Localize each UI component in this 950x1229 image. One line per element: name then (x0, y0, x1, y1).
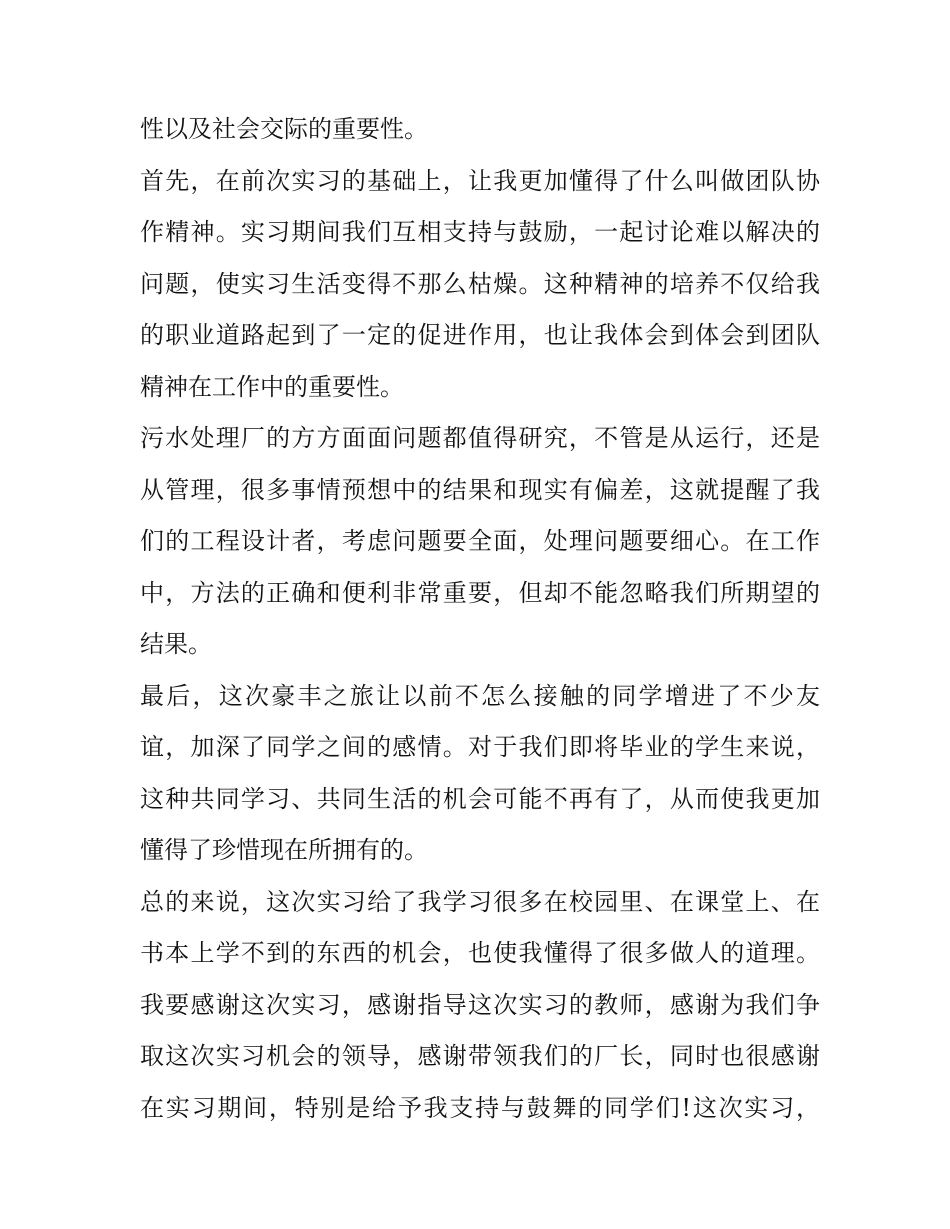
text-line: 污水处理厂的方方面面问题都值得研究，不管是从运行，还是 (140, 424, 820, 452)
text-line: 懂得了珍惜现在所拥有的。 (140, 836, 428, 864)
text-line: 在实习期间，特别是给予我支持与鼓舞的同学们!这次实习， (140, 1093, 820, 1122)
document-body (140, 104, 820, 1134)
text-line: 总的来说，这次实习给了我学习很多在校园里、在课堂上、在 (140, 887, 820, 916)
text-line: 性以及社会交际的重要性。 (140, 115, 428, 143)
text-line: 作精神。实习期间我们互相支持与鼓励，一起讨论难以解决的 (140, 218, 820, 246)
text-line: 从管理，很多事情预想中的结果和现实有偏差，这就提醒了我 (140, 475, 820, 504)
text-line: 取这次实习机会的领导，感谢带领我们的厂长，同时也很感谢 (140, 1042, 820, 1070)
text-line: 们的工程设计者，考虑问题要全面，处理问题要细心。在工作 (140, 527, 820, 555)
text-line: 中，方法的正确和便利非常重要，但却不能忽略我们所期望的 (140, 578, 820, 607)
text-line: 谊，加深了同学之间的感情。对于我们即将毕业的学生来说， (140, 733, 820, 761)
text-line: 首先，在前次实习的基础上，让我更加懂得了什么叫做团队协 (140, 166, 820, 195)
text-line: 问题，使实习生活变得不那么枯燥。这种精神的培养不仅给我 (140, 269, 820, 298)
text-line: 精神在工作中的重要性。 (140, 372, 404, 401)
text-line: 这种共同学习、共同生活的机会可能不再有了，从而使我更加 (140, 784, 820, 813)
text-line: 的职业道路起到了一定的促进作用，也让我体会到体会到团队 (140, 321, 820, 349)
text-line: 最后，这次豪丰之旅让以前不怎么接触的同学增进了不少友 (140, 681, 820, 710)
text-line: 书本上学不到的东西的机会，也使我懂得了很多做人的道理。 (140, 939, 820, 967)
text-line: 结果。 (140, 630, 212, 658)
text-line: 我要感谢这次实习，感谢指导这次实习的教师，感谢为我们争 (140, 990, 820, 1019)
